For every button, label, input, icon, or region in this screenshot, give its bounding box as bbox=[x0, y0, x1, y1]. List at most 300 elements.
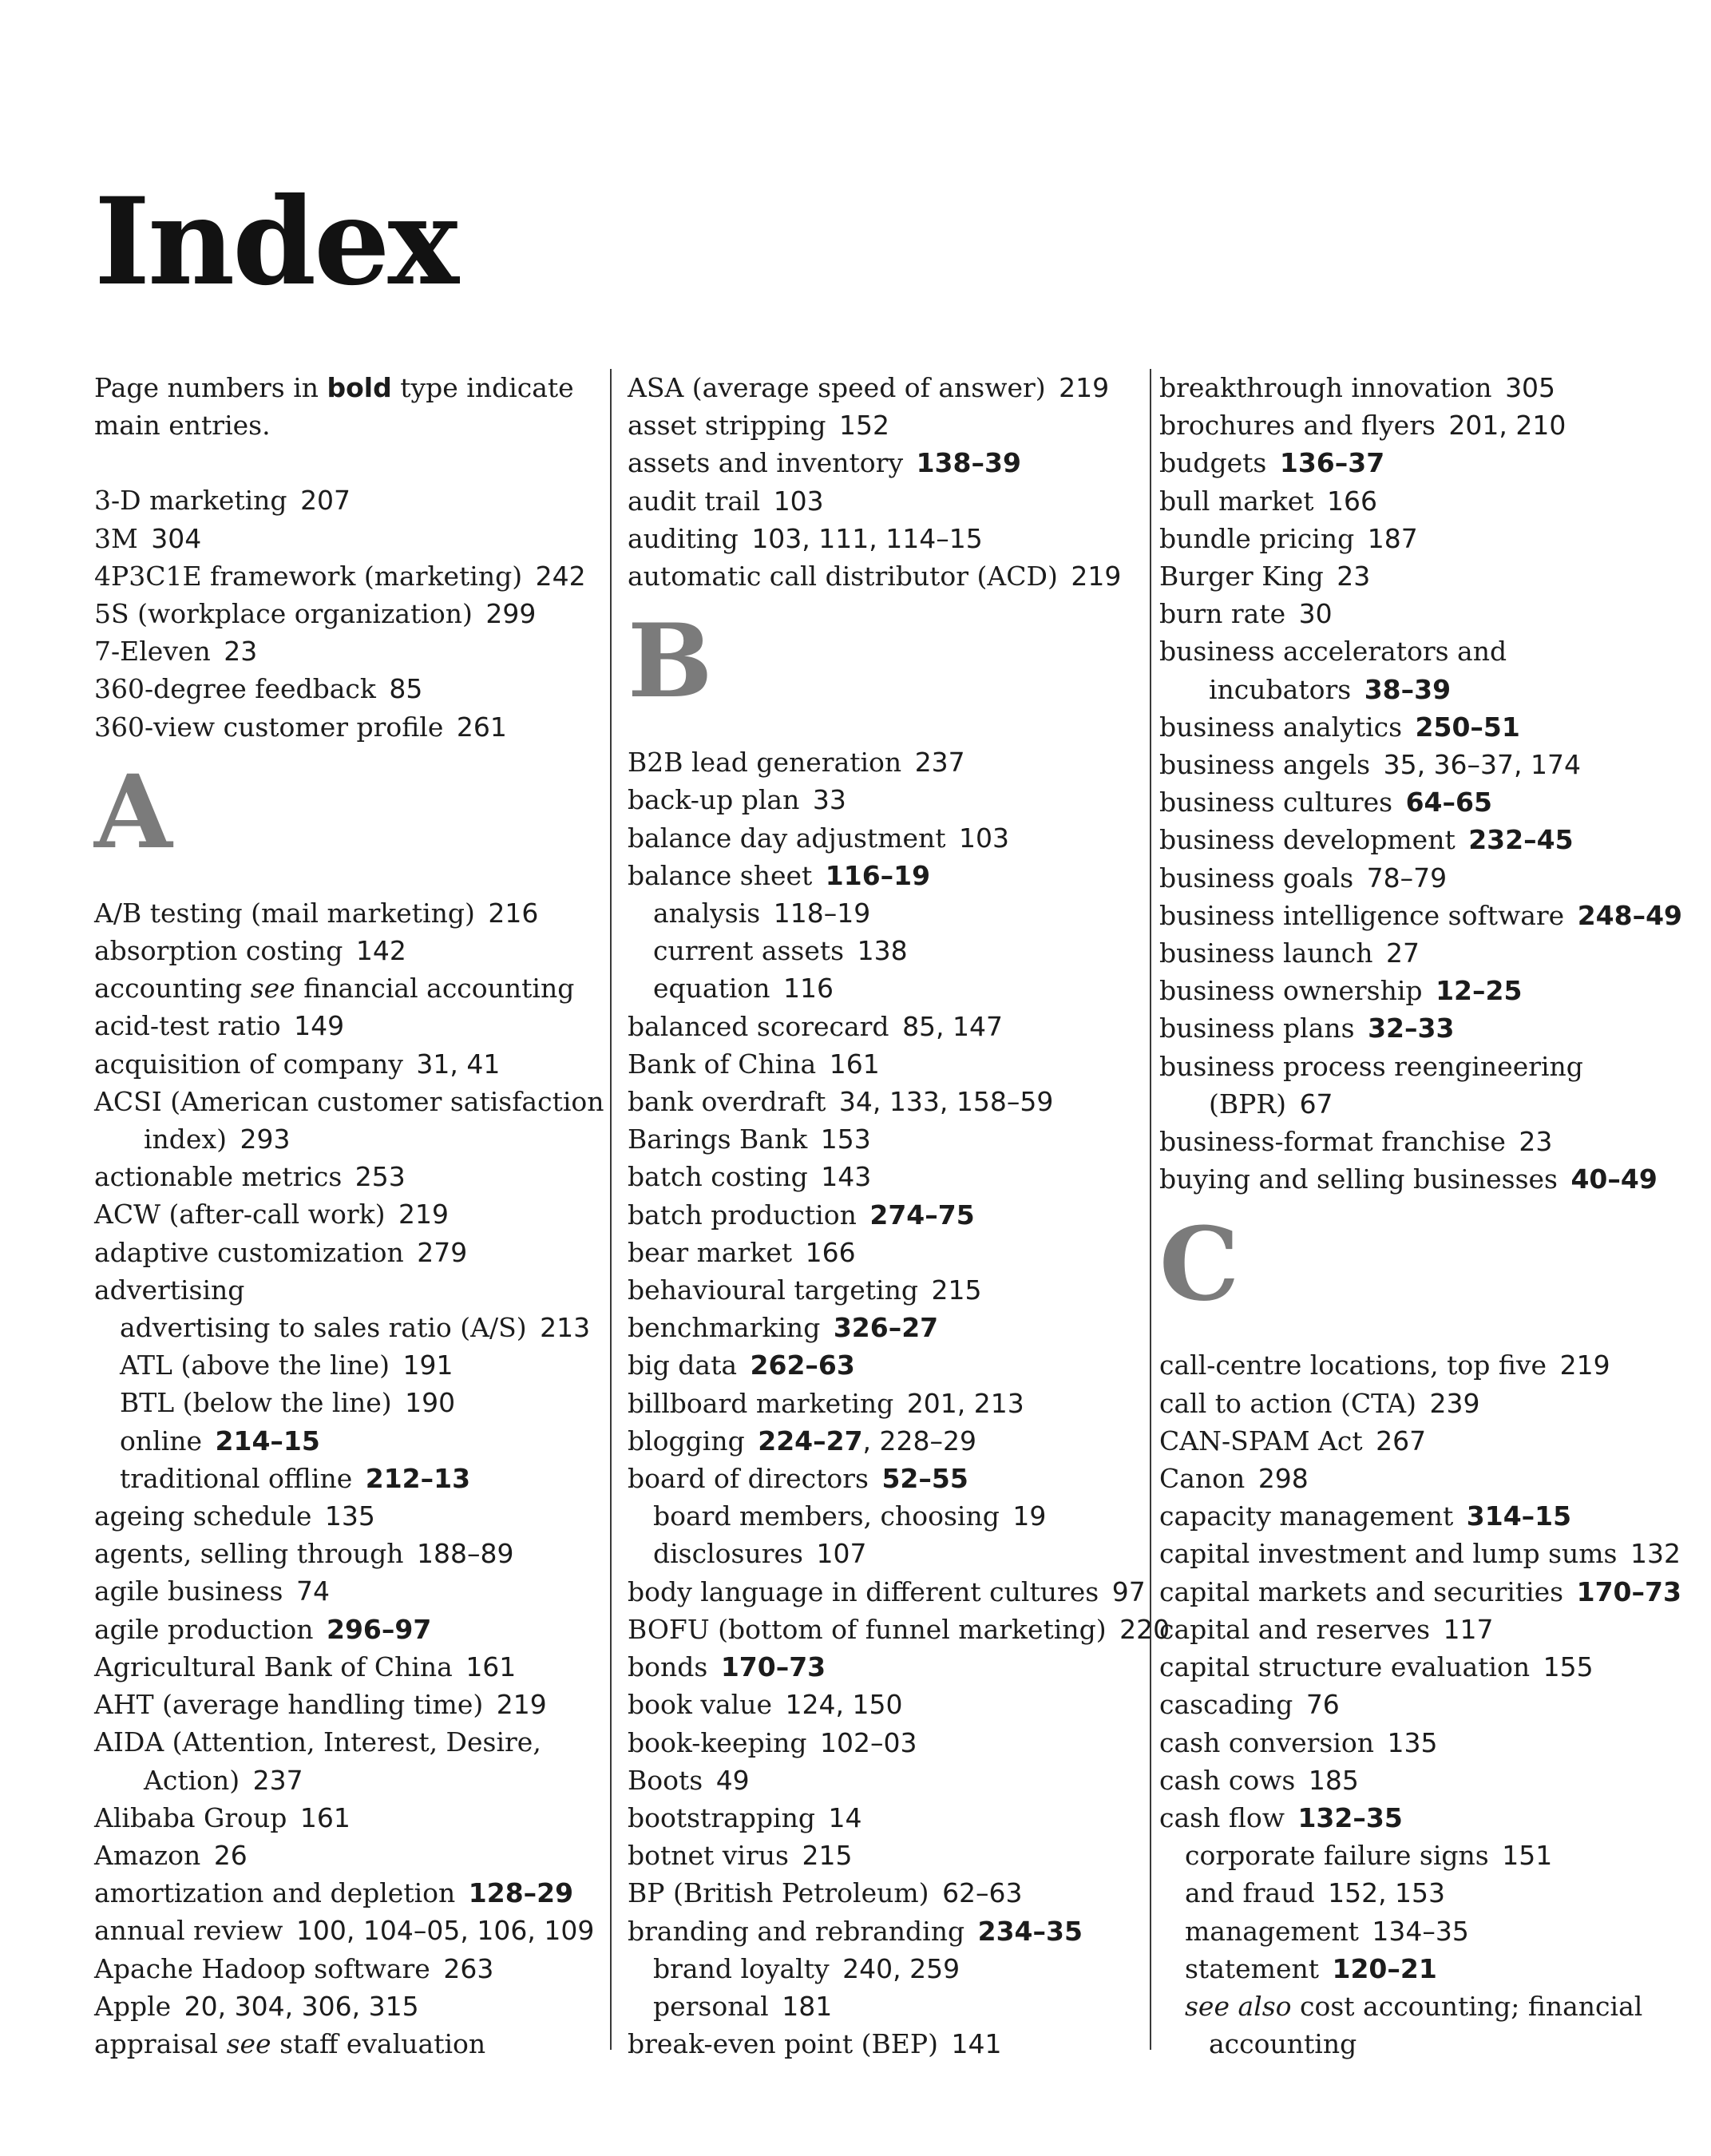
page-numbers: 33 bbox=[812, 784, 846, 816]
entry-term: agents, selling through bbox=[94, 1538, 404, 1570]
index-entry bbox=[1159, 1912, 1686, 1950]
index-entry bbox=[1159, 1724, 1686, 1762]
entry-term: absorption costing bbox=[94, 935, 343, 967]
page-numbers: 135 bbox=[1387, 1726, 1438, 1758]
entry-term: brand loyalty bbox=[653, 1952, 830, 1984]
index-entry bbox=[628, 557, 1139, 595]
entry-term: break-even point (BEP) bbox=[628, 2028, 938, 2060]
entry-term: business intelligence software bbox=[1159, 899, 1565, 931]
entry-term: ATL (above the line) bbox=[120, 1349, 390, 1381]
entry-term: business cultures bbox=[1159, 787, 1393, 818]
index-entry bbox=[1159, 1385, 1686, 1422]
index-entry bbox=[628, 1422, 1139, 1460]
page-numbers: 219 bbox=[496, 1689, 547, 1721]
page-numbers: 263 bbox=[443, 1952, 494, 1984]
index-entry bbox=[94, 1874, 605, 1912]
page-numbers: 305 bbox=[1505, 372, 1556, 403]
index-entry bbox=[628, 1912, 1139, 1950]
index-entry bbox=[94, 1497, 605, 1535]
entry-term-cont: cost accounting; financial bbox=[1291, 1990, 1643, 2022]
index-entry bbox=[628, 1799, 1139, 1837]
index-entry bbox=[1159, 1837, 1686, 1874]
page-number-main: 314–15 bbox=[1466, 1500, 1572, 1532]
page-numbers: 219 bbox=[398, 1199, 449, 1231]
index-entry bbox=[1159, 406, 1686, 444]
page-number-main: 214–15 bbox=[215, 1425, 320, 1456]
page-numbers: 190 bbox=[405, 1387, 456, 1419]
entry-term: AHT (average handling time) bbox=[94, 1689, 484, 1721]
entry-term: agile business bbox=[94, 1575, 283, 1607]
entry-term: equation bbox=[653, 973, 770, 1005]
page-number-main: 232–45 bbox=[1468, 824, 1574, 856]
entry-term: blogging bbox=[628, 1425, 745, 1456]
index-entry bbox=[94, 1309, 605, 1346]
page-number-main: 274–75 bbox=[869, 1199, 975, 1231]
entry-term: online bbox=[120, 1425, 203, 1456]
index-entry bbox=[1159, 595, 1686, 632]
page-numbers: 237 bbox=[252, 1764, 303, 1796]
index-entry bbox=[628, 1385, 1139, 1422]
page-numbers: 155 bbox=[1543, 1651, 1594, 1683]
index-entry bbox=[94, 2025, 605, 2063]
page-numbers: 267 bbox=[1376, 1425, 1427, 1456]
index-entry bbox=[628, 1573, 1146, 1611]
index-entry bbox=[94, 1083, 605, 1120]
index-entry bbox=[1159, 934, 1686, 972]
entry-term: Canon bbox=[1159, 1463, 1246, 1495]
page-numbers: 215 bbox=[802, 1840, 853, 1872]
entry-term: AIDA (Attention, Interest, Desire, bbox=[94, 1726, 541, 1758]
index-entry bbox=[1159, 708, 1686, 746]
page-numbers: 239 bbox=[1429, 1387, 1480, 1419]
entry-term: BOFU (bottom of funnel marketing) bbox=[628, 1613, 1107, 1645]
entry-term: bear market bbox=[628, 1236, 793, 1268]
page-numbers: 49 bbox=[715, 1764, 750, 1796]
index-entry bbox=[628, 969, 1139, 1007]
index-entry bbox=[628, 1196, 1139, 1234]
page-numbers: 78–79 bbox=[1366, 862, 1448, 894]
index-entry bbox=[94, 1007, 605, 1044]
intro-note: Page numbers in bold type indicate main entries. bbox=[94, 372, 574, 442]
entry-term: agile production bbox=[94, 1613, 314, 1645]
index-entry bbox=[628, 1234, 1139, 1271]
see-reference: see bbox=[250, 973, 295, 1005]
page-numbers: 31, 41 bbox=[416, 1048, 501, 1080]
index-entry bbox=[94, 1648, 605, 1686]
index-column-1 bbox=[94, 369, 605, 2063]
page-numbers: 85, 147 bbox=[902, 1010, 1004, 1042]
page-number-main: 326–27 bbox=[833, 1312, 939, 1344]
see-reference: see bbox=[226, 2027, 271, 2059]
page-numbers: 187 bbox=[1367, 522, 1418, 554]
index-entry bbox=[1159, 1160, 1686, 1198]
column-divider bbox=[610, 369, 612, 2050]
index-entry bbox=[94, 1158, 605, 1195]
page-numbers: 215 bbox=[931, 1274, 982, 1306]
page-number-main: 234–35 bbox=[977, 1915, 1083, 1947]
index-entry bbox=[1159, 671, 1686, 708]
page-title: Index bbox=[94, 172, 457, 312]
entry-term: Alibaba Group bbox=[94, 1801, 287, 1833]
page-numbers: 117 bbox=[1443, 1613, 1494, 1645]
entry-term: business plans bbox=[1159, 1013, 1355, 1044]
index-entry bbox=[94, 894, 605, 932]
entry-term: 5S (workplace organization) bbox=[94, 598, 473, 630]
page-numbers: 293 bbox=[240, 1124, 291, 1155]
index-entry bbox=[94, 1535, 605, 1572]
index-entry bbox=[94, 1799, 605, 1837]
entry-term: B2B lead generation bbox=[628, 747, 902, 779]
index-entry bbox=[628, 1346, 1139, 1384]
entry-term: business accelerators and bbox=[1159, 636, 1507, 668]
page-numbers: 132 bbox=[1630, 1538, 1681, 1570]
entry-term: balance day adjustment bbox=[628, 822, 946, 854]
index-entry bbox=[94, 1346, 605, 1384]
entry-term: board members, choosing bbox=[653, 1500, 1000, 1532]
page-number-main: 38–39 bbox=[1364, 673, 1452, 705]
index-entry bbox=[1159, 1048, 1686, 1085]
section-letter-c: C bbox=[1159, 1205, 1240, 1324]
entry-term: acid-test ratio bbox=[94, 1010, 281, 1042]
page-numbers: 240, 259 bbox=[842, 1952, 960, 1984]
index-entry bbox=[628, 1611, 1170, 1648]
entry-term: 3-D marketing bbox=[94, 485, 287, 517]
page-number-main: 250–51 bbox=[1415, 711, 1520, 743]
index-entry bbox=[628, 1309, 1139, 1346]
page-numbers: 102–03 bbox=[820, 1726, 917, 1758]
index-column-2 bbox=[628, 369, 1170, 2063]
index-entry bbox=[1159, 1799, 1686, 1837]
page-numbers: 141 bbox=[951, 2028, 1002, 2060]
page-numbers: 153 bbox=[820, 1124, 871, 1155]
page-numbers: 299 bbox=[485, 598, 537, 630]
index-entry bbox=[94, 1837, 605, 1874]
entry-term: call to action (CTA) bbox=[1159, 1387, 1416, 1419]
page-numbers: 30 bbox=[1298, 598, 1333, 630]
page-numbers: 100, 104–05, 106, 109 bbox=[295, 1915, 595, 1947]
page-number-main: 116–19 bbox=[825, 859, 931, 891]
entry-term: call-centre locations, top five bbox=[1159, 1349, 1547, 1381]
entry-term: breakthrough innovation bbox=[1159, 372, 1492, 403]
page-numbers: 26 bbox=[213, 1839, 248, 1871]
entry-term: ACW (after-call work) bbox=[94, 1199, 386, 1231]
entry-term: burn rate bbox=[1159, 598, 1286, 630]
entry-term: capital markets and securities bbox=[1159, 1575, 1564, 1607]
index-entry bbox=[94, 1422, 605, 1460]
page-number-main: 248–49 bbox=[1577, 899, 1682, 931]
index-entry bbox=[628, 1120, 1139, 1158]
page-numbers: 149 bbox=[294, 1010, 345, 1042]
index-entry bbox=[628, 1271, 1139, 1309]
entry-term: business development bbox=[1159, 824, 1456, 856]
index-entry bbox=[628, 781, 1139, 818]
index-entry bbox=[628, 1460, 1139, 1497]
index-entry bbox=[1159, 972, 1686, 1009]
index-entry bbox=[94, 670, 605, 707]
entry-term: Burger King bbox=[1159, 561, 1324, 593]
entry-term: actionable metrics bbox=[94, 1161, 343, 1193]
page-numbers: 253 bbox=[354, 1161, 406, 1193]
entry-term-cont: financial accounting bbox=[295, 973, 575, 1005]
index-entry bbox=[628, 819, 1139, 857]
page-numbers: 23 bbox=[224, 636, 258, 668]
entry-term: book value bbox=[628, 1689, 773, 1721]
page-numbers: 298 bbox=[1258, 1463, 1309, 1495]
page-numbers: 216 bbox=[488, 897, 539, 929]
page-numbers: , 228–29 bbox=[862, 1425, 977, 1456]
index-entry bbox=[628, 1648, 1139, 1686]
index-entry bbox=[1159, 859, 1686, 897]
page-numbers: 74 bbox=[295, 1575, 330, 1607]
index-entry bbox=[628, 1762, 1139, 1799]
entry-term: ACSI (American customer satisfaction bbox=[94, 1085, 604, 1117]
index-entry bbox=[1159, 1009, 1686, 1047]
entry-term: Apache Hadoop software bbox=[94, 1952, 430, 1984]
index-entry bbox=[1159, 444, 1686, 482]
entry-term: balance sheet bbox=[628, 859, 813, 891]
page-number-main: 120–21 bbox=[1332, 1952, 1437, 1984]
entry-term: 360-view customer profile bbox=[94, 711, 444, 743]
index-entry bbox=[1159, 1535, 1686, 1572]
index-entry bbox=[94, 557, 605, 595]
page-numbers: 19 bbox=[1012, 1500, 1047, 1532]
index-entry bbox=[1159, 557, 1686, 595]
entry-term: auditing bbox=[628, 522, 739, 554]
page-numbers: 34, 133, 158–59 bbox=[838, 1086, 1054, 1118]
entry-term: business angels bbox=[1159, 749, 1371, 781]
index-entry bbox=[628, 1083, 1139, 1120]
entry-term: corporate failure signs bbox=[1185, 1840, 1489, 1872]
index-entry bbox=[94, 595, 605, 632]
entry-term: cascading bbox=[1159, 1689, 1293, 1721]
index-entry bbox=[94, 1195, 605, 1233]
entry-term: advertising to sales ratio (A/S) bbox=[120, 1312, 527, 1344]
entry-term: BTL (below the line) bbox=[120, 1387, 392, 1419]
index-entry bbox=[1159, 746, 1686, 783]
entry-term: cash cows bbox=[1159, 1764, 1296, 1796]
entries-c bbox=[1159, 1346, 1686, 2063]
entry-term: cash flow bbox=[1159, 1801, 1285, 1833]
index-entry bbox=[1159, 821, 1686, 858]
index-entry bbox=[628, 1686, 1139, 1723]
entries-b bbox=[628, 743, 1170, 2063]
see-reference: see also bbox=[1185, 1990, 1292, 2022]
index-entry bbox=[1159, 1123, 1686, 1160]
page-numbers: 107 bbox=[816, 1538, 867, 1570]
page-numbers: 261 bbox=[456, 711, 507, 743]
index-entry bbox=[628, 2025, 1139, 2063]
entry-term: business goals bbox=[1159, 862, 1354, 894]
index-entry bbox=[94, 1912, 605, 1949]
entry-term: amortization and depletion bbox=[94, 1877, 456, 1909]
page-numbers: 220 bbox=[1119, 1613, 1170, 1645]
index-entry bbox=[94, 1686, 605, 1723]
index-entry bbox=[94, 632, 605, 670]
page-numbers: 201, 213 bbox=[906, 1387, 1024, 1419]
entry-term: business analytics bbox=[1159, 711, 1403, 743]
entry-term: A/B testing (mail marketing) bbox=[94, 897, 475, 929]
entry-term: budgets bbox=[1159, 447, 1267, 479]
index-entry bbox=[94, 1120, 605, 1158]
page-number-main: 212–13 bbox=[365, 1462, 471, 1494]
page-numbers: 237 bbox=[914, 747, 965, 779]
page-numbers: 138 bbox=[857, 935, 908, 967]
page-numbers: 191 bbox=[402, 1349, 453, 1381]
page-numbers: 201, 210 bbox=[1448, 410, 1566, 442]
entry-term: capital investment and lump sums bbox=[1159, 1538, 1618, 1570]
index-entry bbox=[1159, 1762, 1686, 1799]
index-entry bbox=[628, 1724, 1139, 1762]
page-numbers: 134–35 bbox=[1372, 1915, 1469, 1947]
entry-term: batch costing bbox=[628, 1161, 808, 1193]
page-numbers: 103, 111, 114–15 bbox=[751, 522, 983, 554]
section-letter-a: A bbox=[94, 752, 172, 871]
index-column-3 bbox=[1159, 369, 1686, 2063]
entry-term: cash conversion bbox=[1159, 1726, 1374, 1758]
page-numbers: 143 bbox=[821, 1161, 872, 1193]
index-entry bbox=[1159, 1460, 1686, 1497]
entry-term: adaptive customization bbox=[94, 1236, 404, 1268]
index-entry bbox=[628, 482, 1139, 520]
entry-term: botnet virus bbox=[628, 1840, 789, 1872]
entry-term: 360-degree feedback bbox=[94, 673, 376, 705]
page-number-main: 40–49 bbox=[1570, 1163, 1658, 1195]
entry-term: bootstrapping bbox=[628, 1801, 815, 1833]
entry-term: ASA (average speed of answer) bbox=[628, 372, 1046, 403]
index-entry bbox=[628, 520, 1139, 557]
page-numbers: 219 bbox=[1559, 1349, 1610, 1381]
index-entry bbox=[94, 1950, 605, 1988]
index-entry bbox=[1159, 1950, 1686, 1988]
index-entry bbox=[1159, 1497, 1686, 1535]
index-entry bbox=[1159, 482, 1686, 520]
index-entry bbox=[1159, 2025, 1686, 2063]
page-numbers: 67 bbox=[1299, 1088, 1333, 1120]
entry-term: big data bbox=[628, 1349, 738, 1381]
index-entry bbox=[94, 1384, 605, 1421]
entry-term: bundle pricing bbox=[1159, 522, 1355, 554]
index-entry bbox=[1159, 897, 1686, 934]
entry-term: capacity management bbox=[1159, 1500, 1454, 1532]
page-numbers: 166 bbox=[1327, 485, 1378, 517]
page-numbers: 242 bbox=[535, 560, 586, 592]
page-number-main: 52–55 bbox=[881, 1463, 968, 1495]
entry-term: capital and reserves bbox=[1159, 1613, 1431, 1645]
index-entry bbox=[628, 1535, 1139, 1572]
entries-numeric bbox=[94, 482, 605, 745]
page-numbers: 14 bbox=[828, 1801, 862, 1833]
entry-term: traditional offline bbox=[120, 1462, 353, 1494]
index-entry bbox=[1159, 1988, 1686, 2025]
entry-term: advertising bbox=[94, 1274, 245, 1306]
index-entry bbox=[94, 932, 605, 969]
page-numbers: 97 bbox=[1111, 1575, 1146, 1607]
section-letter-b: B bbox=[628, 602, 713, 721]
page-numbers: 188–89 bbox=[417, 1538, 514, 1570]
entry-term: accounting bbox=[94, 973, 251, 1005]
page-numbers: 85 bbox=[389, 673, 423, 705]
page-numbers: 118–19 bbox=[773, 898, 871, 929]
page-numbers: 166 bbox=[805, 1236, 856, 1268]
page-numbers: 304 bbox=[151, 522, 202, 554]
page-numbers: 35, 36–37, 174 bbox=[1383, 749, 1582, 781]
index-entry bbox=[94, 708, 605, 746]
entry-term: bull market bbox=[1159, 485, 1314, 517]
entry-term: accounting bbox=[1209, 2028, 1357, 2060]
entry-term: Barings Bank bbox=[628, 1124, 808, 1155]
entry-term: 7-Eleven bbox=[94, 636, 211, 668]
index-entry bbox=[94, 1723, 605, 1761]
page-number-main: 12–25 bbox=[1436, 975, 1523, 1007]
index-entry bbox=[94, 482, 605, 519]
index-entry bbox=[94, 1271, 605, 1309]
page-numbers: 23 bbox=[1519, 1126, 1553, 1158]
page-number-main: 138–39 bbox=[916, 447, 1021, 479]
entry-term: assets and inventory bbox=[628, 447, 904, 479]
index-entry bbox=[94, 969, 605, 1007]
index-entry bbox=[1159, 1346, 1686, 1384]
page-numbers: 185 bbox=[1308, 1764, 1359, 1796]
index-entry bbox=[1159, 783, 1686, 821]
entry-term-cont: staff evaluation bbox=[271, 2027, 486, 2059]
index-entry bbox=[94, 1762, 605, 1799]
entry-term: current assets bbox=[653, 935, 845, 967]
index-entry bbox=[628, 1008, 1139, 1045]
entry-term: board of directors bbox=[628, 1463, 869, 1495]
page-numbers: 219 bbox=[1059, 372, 1110, 403]
page-number-main: 64–65 bbox=[1405, 787, 1492, 818]
index-entry bbox=[94, 1572, 605, 1610]
page-numbers: 161 bbox=[299, 1801, 351, 1833]
page-numbers: 213 bbox=[540, 1312, 591, 1344]
page-numbers: 124, 150 bbox=[785, 1689, 903, 1721]
page-numbers: 161 bbox=[829, 1048, 880, 1080]
entry-term: appraisal bbox=[94, 2027, 227, 2059]
entry-term: incubators bbox=[1209, 673, 1352, 705]
entry-term: personal bbox=[653, 1990, 769, 2022]
index-entry bbox=[628, 1988, 1139, 2025]
index-entry bbox=[628, 1158, 1139, 1195]
entry-term: management bbox=[1185, 1915, 1359, 1947]
index-entry bbox=[1159, 1874, 1686, 1912]
index-entry bbox=[628, 1497, 1139, 1535]
entry-term: BP (British Petroleum) bbox=[628, 1877, 929, 1909]
page-numbers: 181 bbox=[782, 1990, 833, 2022]
entry-term: business launch bbox=[1159, 937, 1373, 969]
index-entry bbox=[628, 369, 1139, 406]
entry-term: (BPR) bbox=[1209, 1088, 1287, 1120]
entry-term: bank overdraft bbox=[628, 1086, 826, 1118]
index-entry bbox=[628, 1874, 1139, 1912]
entry-term: bonds bbox=[628, 1651, 708, 1683]
entry-term: Boots bbox=[628, 1764, 703, 1796]
index-entry bbox=[628, 1837, 1139, 1874]
index-entry bbox=[628, 743, 1139, 781]
index-entry bbox=[1159, 1422, 1686, 1460]
page-number-main: 32–33 bbox=[1368, 1013, 1455, 1044]
page-number-main: 262–63 bbox=[750, 1349, 855, 1381]
page-numbers: 279 bbox=[417, 1236, 468, 1268]
index-entry bbox=[94, 1234, 605, 1271]
entry-term: book-keeping bbox=[628, 1726, 807, 1758]
page-numbers: 152 bbox=[839, 410, 890, 442]
entry-term: asset stripping bbox=[628, 410, 826, 442]
entry-term: annual review bbox=[94, 1915, 283, 1947]
entries-b-cont bbox=[1159, 369, 1686, 1198]
index-entry bbox=[628, 1045, 1139, 1083]
entry-term: Bank of China bbox=[628, 1048, 817, 1080]
entry-term: Amazon bbox=[94, 1839, 201, 1871]
